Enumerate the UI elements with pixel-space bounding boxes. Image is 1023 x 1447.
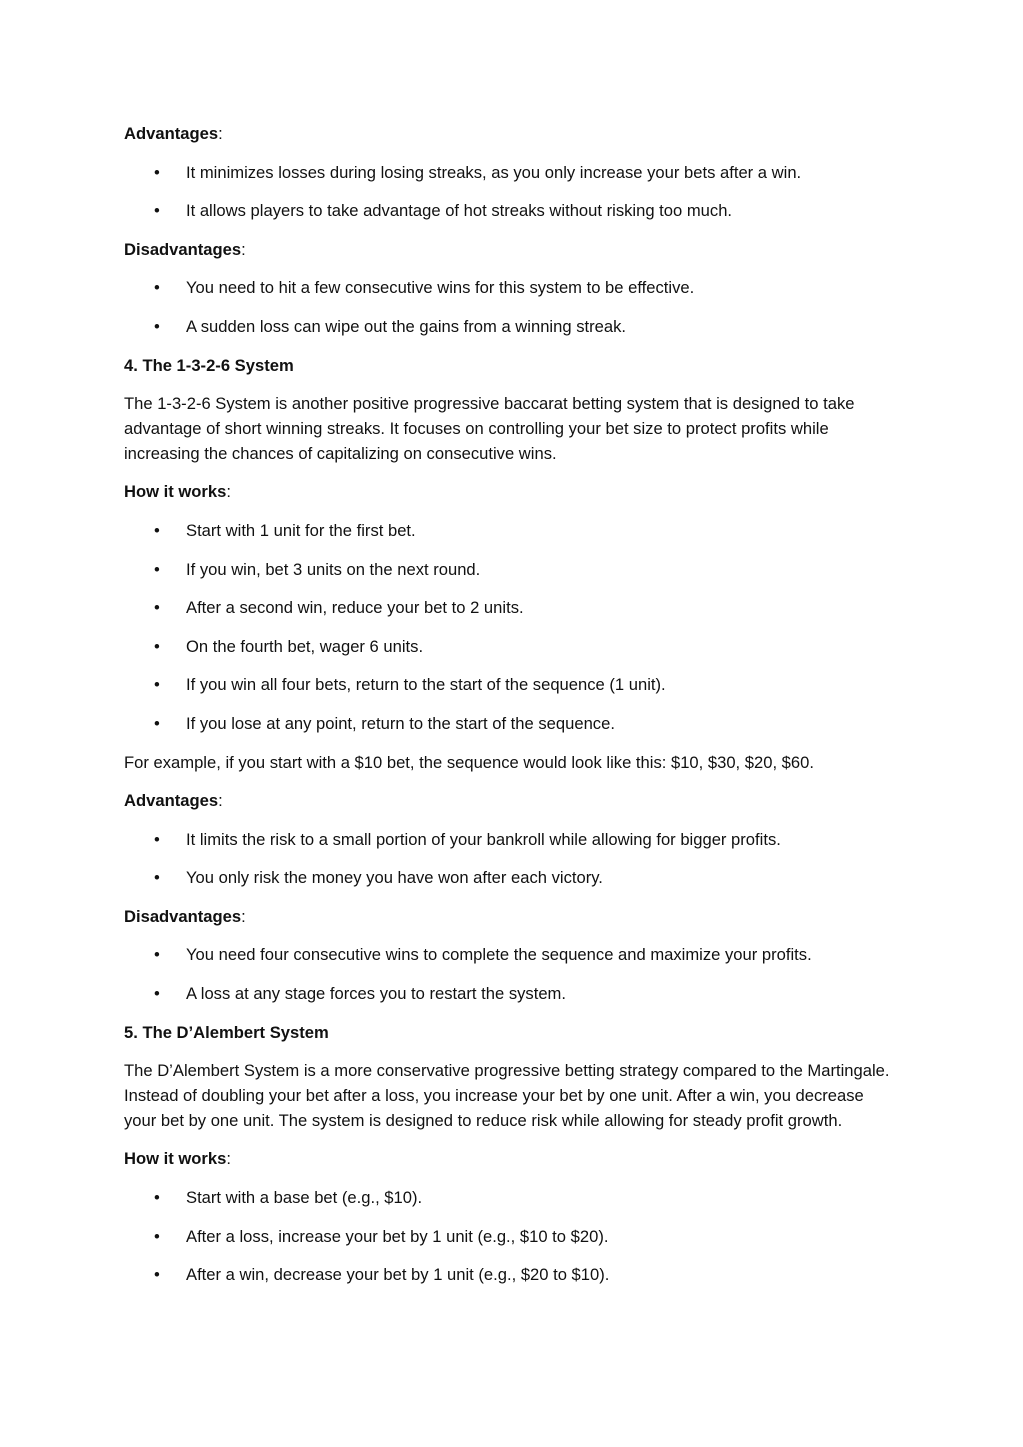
list-item: • Start with a base bet (e.g., $10). — [154, 1188, 423, 1208]
advantages-list-1 — [124, 161, 894, 224]
list-item: • If you win all four bets, return to the start of the sequence (1 unit). — [154, 675, 666, 695]
how-it-works-label-4: How it works: — [124, 482, 231, 502]
list-item: • If you win, bet 3 units on the next round. — [154, 559, 481, 579]
list-item: • You need to hit a few consecutive wins for this system to be effective. — [154, 278, 695, 298]
disadvantages-label-4: Disadvantages: — [124, 906, 246, 926]
disadvantages-list-1 — [124, 276, 894, 339]
list-item: • You need four consecutive wins to complete the sequence and maximize your profits. — [154, 945, 812, 965]
list-item: • It limits the risk to a small portion of your bankroll while allowing for bigger profits. — [154, 829, 781, 849]
how-it-works-label-5: How it works: — [124, 1149, 231, 1169]
document-page — [124, 122, 894, 1302]
section-intro-4: The 1-3-2-6 System is another positive progressive baccarat betting system that is designed to take advantage of short winning streaks. It focuses on controlling your bet size to protect profits while increasing the chances of capitalizing on consecutive wins. — [124, 394, 855, 463]
disadvantages-label-1: Disadvantages: — [124, 239, 246, 259]
list-item: • On the fourth bet, wager 6 units. — [154, 636, 424, 656]
section-heading-5: 5. The D’Alembert System — [124, 1022, 329, 1042]
list-item: • After a win, decrease your bet by 1 unit (e.g., $20 to $10). — [154, 1265, 610, 1285]
list-item: • A sudden loss can wipe out the gains from a winning streak. — [154, 316, 626, 336]
example-paragraph-4: For example, if you start with a $10 bet, the sequence would look like this: $10, $30, $20, $60. — [124, 752, 814, 772]
advantages-list-4 — [124, 828, 894, 891]
list-item: • It minimizes losses during losing streaks, as you only increase your bets after a win. — [154, 162, 802, 182]
disadvantages-list-4 — [124, 943, 894, 1006]
advantages-label-1: Advantages: — [124, 124, 223, 143]
list-item: • After a second win, reduce your bet to 2 units. — [154, 598, 524, 618]
section-intro-5: The D’Alembert System is a more conservative progressive betting strategy compared to the Martingale. Instead of doubling your bet after a loss, you increase your bet by one unit. After a win, you decrease your bet by one unit. The system is designed to reduce risk while allowing for steady profit growth. — [124, 1061, 890, 1130]
advantages-label-4: Advantages: — [124, 791, 223, 811]
list-item: • After a loss, increase your bet by 1 unit (e.g., $10 to $20). — [154, 1226, 609, 1246]
list-item: • It allows players to take advantage of hot streaks without risking too much. — [154, 201, 733, 221]
list-item: • If you lose at any point, return to the start of the sequence. — [154, 713, 615, 733]
list-item: • Start with 1 unit for the first bet. — [154, 520, 416, 540]
section-heading-4: 4. The 1-3-2-6 System — [124, 355, 294, 375]
list-item: • You only risk the money you have won after each victory. — [154, 868, 603, 888]
how-it-works-list-4 — [124, 519, 894, 737]
how-it-works-list-5 — [124, 1186, 894, 1288]
list-item: • A loss at any stage forces you to restart the system. — [154, 984, 566, 1004]
